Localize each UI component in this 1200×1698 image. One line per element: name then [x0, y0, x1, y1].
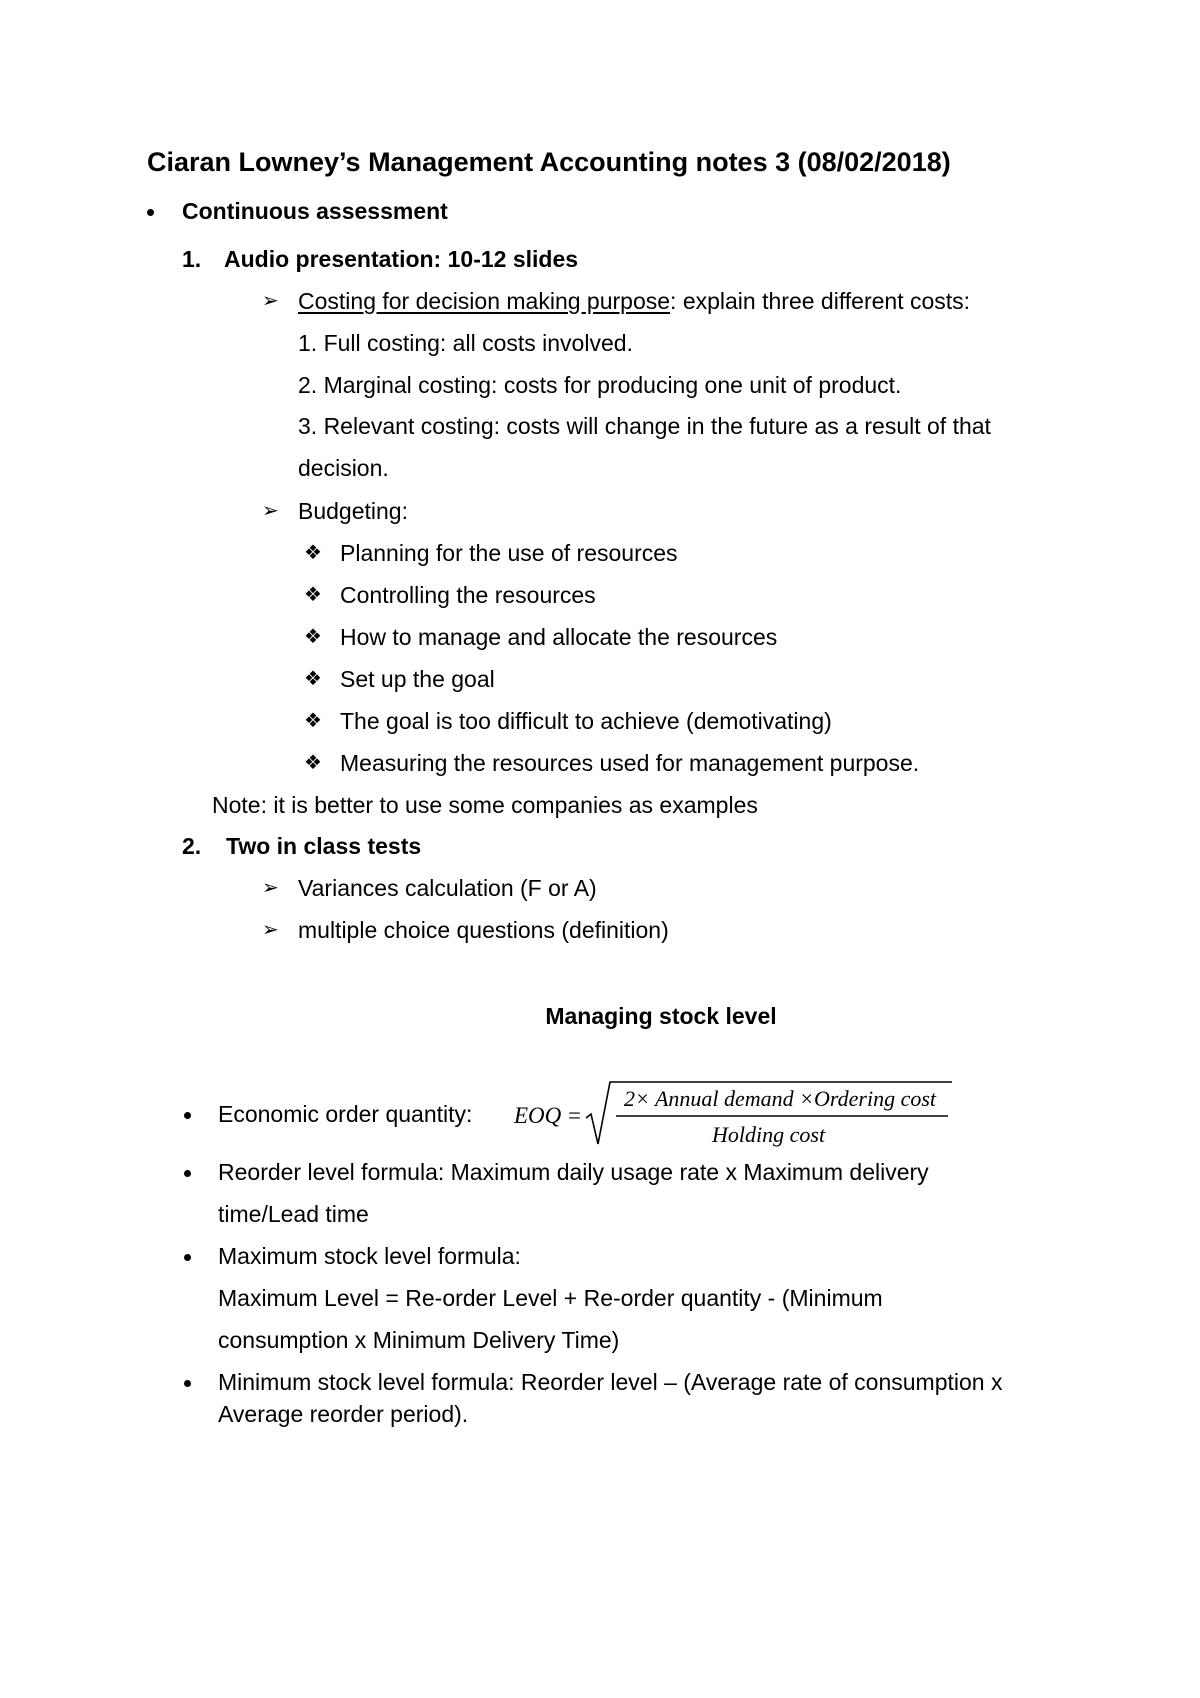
budgeting-point-6: Measuring the resources used for management purpose. — [340, 750, 920, 776]
reorder-line-2: time/Lead time — [218, 1201, 369, 1227]
bullet-dot-icon — [147, 209, 154, 216]
budgeting-point-3: How to manage and allocate the resources — [340, 624, 778, 650]
budgeting-point-1: Planning for the use of resources — [340, 540, 678, 566]
bullet-dot-icon — [184, 1170, 191, 1177]
item-heading-audio-presentation: Audio presentation: 10-12 slides — [224, 246, 579, 272]
costing-rest-text: : explain three different costs: — [670, 288, 971, 314]
formula-lhs: EOQ — [514, 1103, 562, 1128]
item-number-1: 1. — [182, 246, 202, 272]
maximum-line-1: Maximum stock level formula: — [218, 1243, 521, 1269]
item-number-2: 2. — [182, 833, 202, 859]
formula-numerator: 2× Annual demand ×Ordering cost — [624, 1086, 937, 1111]
costing-line-1: 1. Full costing: all costs involved. — [298, 330, 633, 356]
costing-line-4: decision. — [298, 455, 389, 481]
formula-denominator: Holding cost — [712, 1122, 826, 1147]
budgeting-point-4: Set up the goal — [340, 666, 495, 692]
arrow-bullet-icon: ➢ — [262, 288, 279, 312]
costing-line-2: 2. Marginal costing: costs for producing one unit of product. — [298, 372, 902, 398]
diamond-bullet-icon: ❖ — [304, 624, 322, 648]
eoq-formula — [512, 1078, 952, 1148]
maximum-line-3: consumption x Minimum Delivery Time) — [218, 1327, 620, 1353]
bullet-dot-icon — [184, 1112, 191, 1119]
bullet-dot-icon — [184, 1380, 191, 1387]
minimum-line-2: Average reorder period). — [218, 1401, 469, 1427]
diamond-bullet-icon: ❖ — [304, 582, 322, 606]
formula-equals: = — [568, 1103, 581, 1128]
diamond-bullet-icon: ❖ — [304, 540, 322, 564]
note-text: Note: it is better to use some companies as examples — [212, 792, 758, 818]
eoq-label: Economic order quantity: — [218, 1101, 473, 1127]
tests-point-2: multiple choice questions (definition) — [298, 917, 669, 943]
diamond-bullet-icon: ❖ — [304, 708, 322, 732]
item-heading-tests: Two in class tests — [226, 833, 422, 859]
diamond-bullet-icon: ❖ — [304, 750, 322, 774]
section-heading-managing-stock: Managing stock level — [545, 1003, 777, 1029]
arrow-bullet-icon: ➢ — [262, 875, 279, 899]
costing-underlined-text: Costing for decision making purpose — [298, 288, 671, 314]
bullet-dot-icon — [184, 1254, 191, 1261]
tests-point-1: Variances calculation (F or A) — [298, 875, 597, 901]
section-heading-continuous-assessment: Continuous assessment — [182, 198, 448, 224]
arrow-bullet-icon: ➢ — [262, 917, 279, 941]
minimum-line-1: Minimum stock level formula: Reorder level – (Average rate of consumption x — [218, 1369, 1003, 1395]
budgeting-label: Budgeting: — [298, 498, 408, 524]
budgeting-point-5: The goal is too difficult to achieve (demotivating) — [340, 708, 832, 734]
costing-line-3: 3. Relevant costing: costs will change in the future as a result of that — [298, 413, 991, 439]
costing-line — [298, 290, 970, 313]
reorder-line-1: Reorder level formula: Maximum daily usage rate x Maximum delivery — [218, 1159, 929, 1185]
maximum-line-2: Maximum Level = Re-order Level + Re-order quantity - (Minimum — [218, 1285, 883, 1311]
diamond-bullet-icon: ❖ — [304, 666, 322, 690]
document-title: Ciaran Lowney’s Management Accounting notes 3 (08/02/2018) — [147, 147, 951, 177]
budgeting-point-2: Controlling the resources — [340, 582, 596, 608]
arrow-bullet-icon: ➢ — [262, 498, 279, 522]
